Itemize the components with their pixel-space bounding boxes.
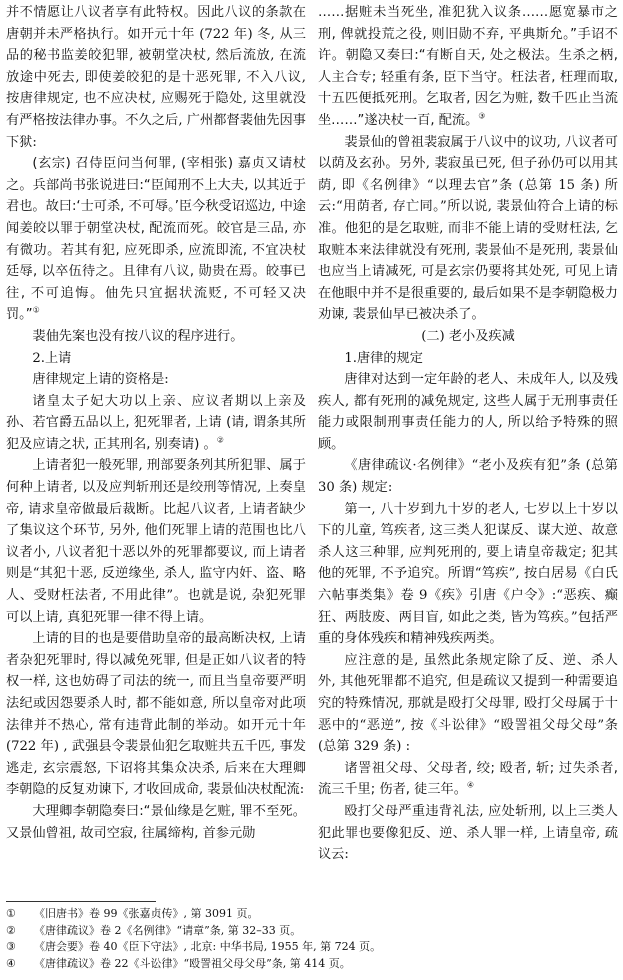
- footnotes: [6, 906, 616, 972]
- block-quote: 诸詈祖父母、父母者, 绞; 殴者, 斩; 过失杀者, 流三千里; 伤者, 徒三年。④: [318, 760, 618, 798]
- footnote-marker[interactable]: ③: [478, 111, 486, 121]
- footnote-number: ③: [6, 940, 16, 953]
- paragraph: 裴景仙的曾祖裴寂属于八议中的议功, 八议者可以荫及玄孙。另外, 裴寂虽已死, 但子孙仍可以用其荫, 即《名例律》“以理去官”条 (总第 15 条) 所云:“用荫者, 存亡同。”所以说, 裴景仙符合上请的标准。他犯的是乞取赃, 而非不能上请的受财枉法, 乞取赃本来法律就没有死刑, 裴景仙不是死刑, 裴景仙也应当上请减死, 可是玄宗仍要将其处死, 可见上请在他眼中并不是很重要的, 最后如果不是李朝隐极力劝谏, 裴景仙早已被决杀了。: [318, 134, 618, 323]
- footnote-marker[interactable]: ①: [32, 305, 40, 315]
- right-column: [318, 2, 618, 866]
- paragraph: 裴伷先案也没有按八议的程序进行。: [32, 328, 244, 344]
- footnote-text: 《旧唐书》卷 99《张嘉贞传》, 第 3091 页。: [34, 907, 259, 920]
- footnote-number: ④: [6, 956, 16, 970]
- paragraph: 第一, 八十岁到九十岁的老人, 七岁以上十岁以下的儿童, 笃疾者, 这三类人犯谋反、谋大逆、故意杀人这三种罪, 应判死刑的, 要上请皇帝裁定; 犯其他的死罪, 不予追究。所谓“笃疾”, 按白居易《白氏六帖事类集》卷 9《疾》引唐《户令》:“恶疾、癫狂、两肢废、两目盲, 如此之类, 皆为笃疾。”包括严重的身体残疾和精神残疾两类。: [318, 501, 618, 647]
- footnote: [6, 906, 616, 923]
- footnote-text: 《唐会要》卷 40《臣下守法》, 北京: 中华书局, 1955 年, 第 724 页。: [34, 940, 382, 953]
- footnote-number: ①: [6, 907, 16, 920]
- footnote-marker[interactable]: ④: [466, 780, 475, 790]
- paragraph: 并不情愿让八议者享有此特权。因此八议的条款在唐朝并未严格执行。如开元十年 (722 年) 冬, 从三品的秘书监姜皎犯罪, 被朝堂决杖, 然后流放, 在流放途中死去, 即使姜皎犯的是十恶死罪, 不入八议, 按唐律规定, 也不应决杖, 应赐死于隐处, 这里就没有严格按法律办事。不久之后, 广州都督裴伷先因事下狱:: [6, 5, 306, 150]
- block-quote: 诸皇太子妃大功以上亲、应议者期以上亲及孙、若官爵五品以上, 犯死罪者, 上请 (请, 谓条其所犯及应请之状, 正其刑名, 别奏请) 。②: [6, 393, 306, 452]
- footnote-text: 《唐律疏议》卷 2《名例律》“请章”条, 第 32–33 页。: [34, 923, 302, 937]
- paragraph: 应注意的是, 虽然此条规定除了反、逆、杀人外, 其他死罪都不追究, 但是疏议又提到一种需要追究的特殊情况, 那就是殴打父母罪, 殴打父母属于十恶中的“恶逆”, 按《斗讼律》“殴詈祖父母父母”条 (总第 329 条) :: [318, 652, 618, 755]
- left-column: [6, 2, 306, 844]
- block-quote: ……据赃未当死坐, 准犯犹入议条……愿宽暴市之刑, 俾就投荒之役, 则旧勋不弃, 平典斯允。”手诏不许。朝隐又奏曰:“有断自天, 处之极法。生杀之柄, 人主合专; 轻重有条, 臣下当守。枉法者, 枉理而取, 十五匹便抵死刑。乞取者, 因乞为赃, 数千匹止当流坐……”遂决杖一百, 配流。③: [318, 5, 618, 128]
- footnote: [6, 923, 616, 940]
- paragraph: 上请者犯一般死罪, 刑部要条列其所犯罪、属于何种上请者, 以及应判斩刑还是绞刑等情况, 上奏皇帝, 请求皇帝做最后裁断。比起八议者, 上请者缺少了集议这个环节, 另外, 他们死罪上请的范围也比八议者小, 八议者犯十恶以外的死罪都要议, 而上请者则是“其犯十恶, 反逆缘坐, 杀人, 监守内奸、盗、略人、受财枉法者, 不用此律”。也就是说, 杂犯死罪可以上请, 真犯死罪一律不得上请。: [6, 458, 306, 625]
- footnote-number: ②: [6, 923, 16, 937]
- subsection-heading: 1.唐律的规定: [344, 350, 423, 366]
- footnote: [6, 939, 616, 956]
- subsection-heading: 2.上请: [32, 350, 72, 366]
- footnote-divider: [6, 901, 156, 902]
- paragraph: 唐律规定上请的资格是:: [32, 372, 169, 388]
- paragraph: 上请的目的也是要借助皇帝的最高断决权, 上请者杂犯死罪时, 得以减免死罪, 但是正如八议者的特权一样, 这也妨碍了司法的统一, 而且当皇帝要严明法纪或因怨要杀人时, 都不能如意, 所以皇帝对此项法律并不热心, 常有违背此制的举动。如开元十年 (722 年) , 武强县令裴景仙犯乞取赃共五千匹, 事发逃走, 玄宗震怒, 下诏将其集众决杀, 后来在大理卿李朝隐的反复劝谏下, 才收回成命, 裴景仙决杖配流:: [6, 631, 306, 798]
- footnote-marker[interactable]: ②: [216, 435, 224, 445]
- paragraph: 殴打父母严重违背礼法, 应处斩刑, 以上三类人犯此罪也要像犯反、逆、杀人罪一样, 上请皇帝, 疏议云:: [318, 803, 618, 863]
- section-heading: (二) 老小及疾减: [421, 328, 515, 344]
- paragraph: 唐律对达到一定年龄的老人、未成年人, 以及残疾人, 都有死刑的减免规定, 这些人属于无刑事责任能力或限制刑事责任能力的人, 所以给予特殊的照顾。: [318, 372, 618, 452]
- footnote: [6, 956, 616, 973]
- block-quote: 大理卿李朝隐奏曰:“景仙缘是乞赃, 罪不至死。又景仙曾祖, 故司空寂, 往属缔构, 首参元勋: [6, 803, 306, 841]
- block-quote: (玄宗) 召侍臣问当何罪, (宰相张) 嘉贞又请杖之。兵部尚书张说进曰:“臣闻刑不上大夫, 以其近于君也。故曰:‘士可杀, 不可辱。’臣今秋受诏巡边, 中途闻姜皎以罪于朝堂决杖, 配流而死。皎官是三品, 亦有微功。若其有犯, 应死即杀, 应流即流, 不宜决杖廷辱, 以卒伍待之。且律有八议, 勋贵在焉。皎事已往, 不可追悔。伷先只宜据状流贬, 不可轻又决罚。”①: [6, 156, 306, 323]
- paragraph: 《唐律疏议·名例律》“老小及疾有犯”条 (总第 30 条) 规定:: [318, 458, 618, 496]
- footnote-text: 《唐律疏议》卷 22《斗讼律》“殴詈祖父母父母”条, 第 414 页。: [34, 956, 351, 970]
